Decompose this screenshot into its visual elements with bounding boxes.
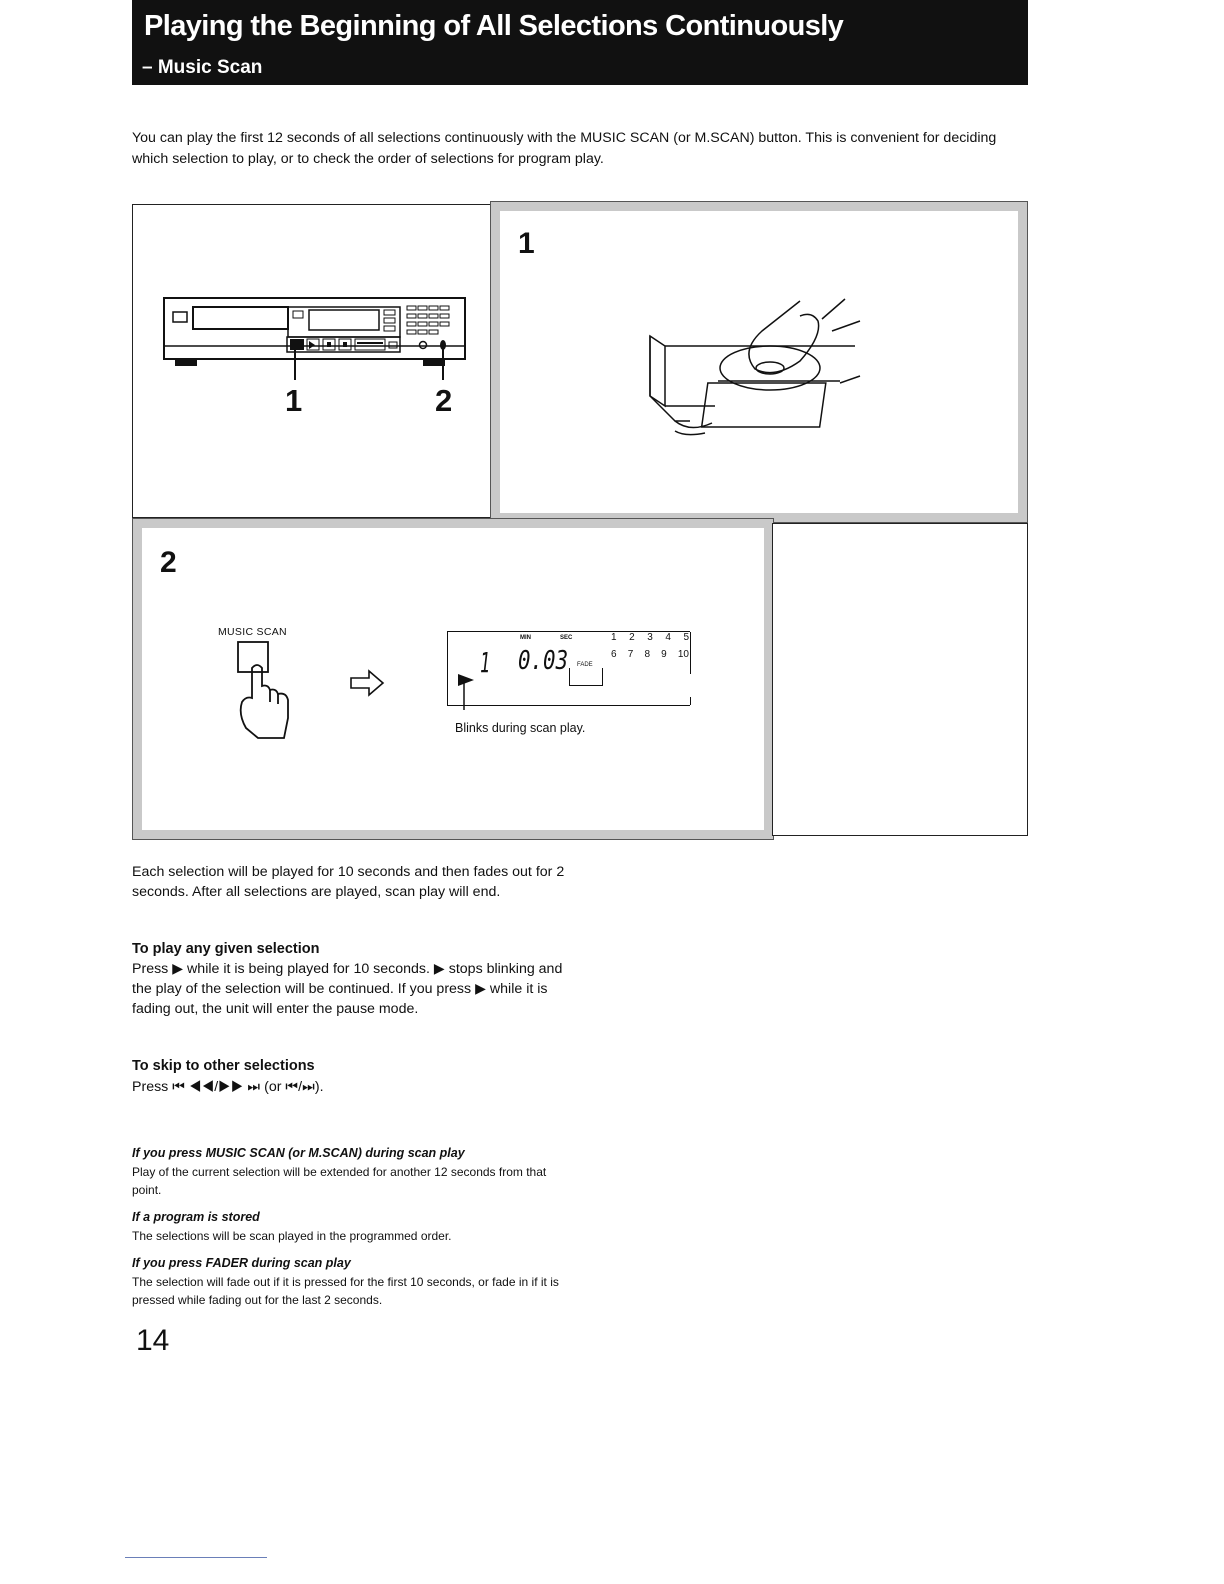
- time-readout: 0.03: [518, 646, 569, 676]
- note-text: The selection will fade out if it is pressed for the first 10 seconds, or fade in if it is pressed while fading out for the last 2 seconds.: [132, 1275, 559, 1307]
- min-label: MIN: [520, 635, 531, 641]
- page-header: [132, 0, 1028, 85]
- step2-number: 2: [160, 546, 177, 579]
- insert-disc-illustration: [500, 211, 1018, 513]
- arrow-icon: [349, 668, 389, 698]
- page-number: 14: [136, 1324, 170, 1357]
- footer-rule: [125, 1557, 267, 1558]
- callout-2: 2: [435, 383, 453, 418]
- page-subtitle: – Music Scan: [142, 57, 263, 78]
- intro-paragraph: You can play the first 12 seconds of all selections continuously with the MUSIC SCAN (or M.SCAN) button. This is convenient for deciding which selection to play, or to check the order of selections for program play.: [132, 130, 997, 167]
- blinks-caption: Blinks during scan play.: [455, 721, 586, 735]
- play-heading: To play any given selection: [132, 941, 320, 957]
- note-heading: If a program is stored: [132, 1210, 260, 1224]
- note-text: The selections will be scan played in the programmed order.: [132, 1229, 452, 1243]
- grid-4: 4: [665, 632, 671, 643]
- grid-1: 1: [611, 632, 617, 643]
- track-grid-row2: [611, 649, 689, 660]
- step1-number: 1: [518, 227, 535, 260]
- fade-label: FADE: [577, 662, 593, 668]
- track-number: 1: [480, 646, 491, 679]
- fade-indicator: [569, 662, 603, 686]
- track-grid-row1: [611, 632, 689, 643]
- grid-10: 10: [677, 649, 689, 660]
- grid-8: 8: [644, 649, 650, 660]
- blank-panel: [772, 523, 1028, 836]
- note-heading: If you press FADER during scan play: [132, 1256, 351, 1270]
- play-indicator-icon: [456, 672, 486, 712]
- note-heading: If you press MUSIC SCAN (or M.SCAN) during scan play: [132, 1146, 465, 1160]
- page-title: Playing the Beginning of All Selections Continuously: [144, 10, 844, 42]
- play-text: Press ▶ while it is being played for 10 seconds. ▶ stops blinking and the play of the selection will be continued. If you press ▶ while it is fading out, the unit will enter the pause mode.: [132, 961, 563, 1017]
- step2-panel: [132, 518, 774, 840]
- step1-panel: [490, 201, 1028, 523]
- skip-text: Press ⏮ ◀◀/▶▶ ⏭ (or ⏮/⏭).: [132, 1079, 324, 1095]
- skip-heading: To skip to other selections: [132, 1058, 315, 1074]
- music-scan-button-illustration[interactable]: [226, 636, 316, 746]
- grid-5: 5: [683, 632, 689, 643]
- grid-7: 7: [627, 649, 634, 660]
- lcd-display: [447, 631, 690, 706]
- cd-player-illustration: [133, 205, 492, 518]
- note-text: Play of the current selection will be extended for another 12 seconds from that point.: [132, 1165, 547, 1197]
- music-scan-label: MUSIC SCAN: [218, 626, 287, 638]
- callout-1: 1: [285, 383, 303, 418]
- scan-description: Each selection will be played for 10 seconds and then fades out for 2 seconds. After all selections are played, scan play will end.: [132, 864, 565, 900]
- grid-6: 6: [611, 649, 617, 660]
- sec-label: SEC: [560, 635, 573, 641]
- overview-panel: [132, 204, 492, 518]
- grid-3: 3: [647, 632, 653, 643]
- grid-2: 2: [629, 632, 635, 643]
- grid-9: 9: [661, 649, 667, 660]
